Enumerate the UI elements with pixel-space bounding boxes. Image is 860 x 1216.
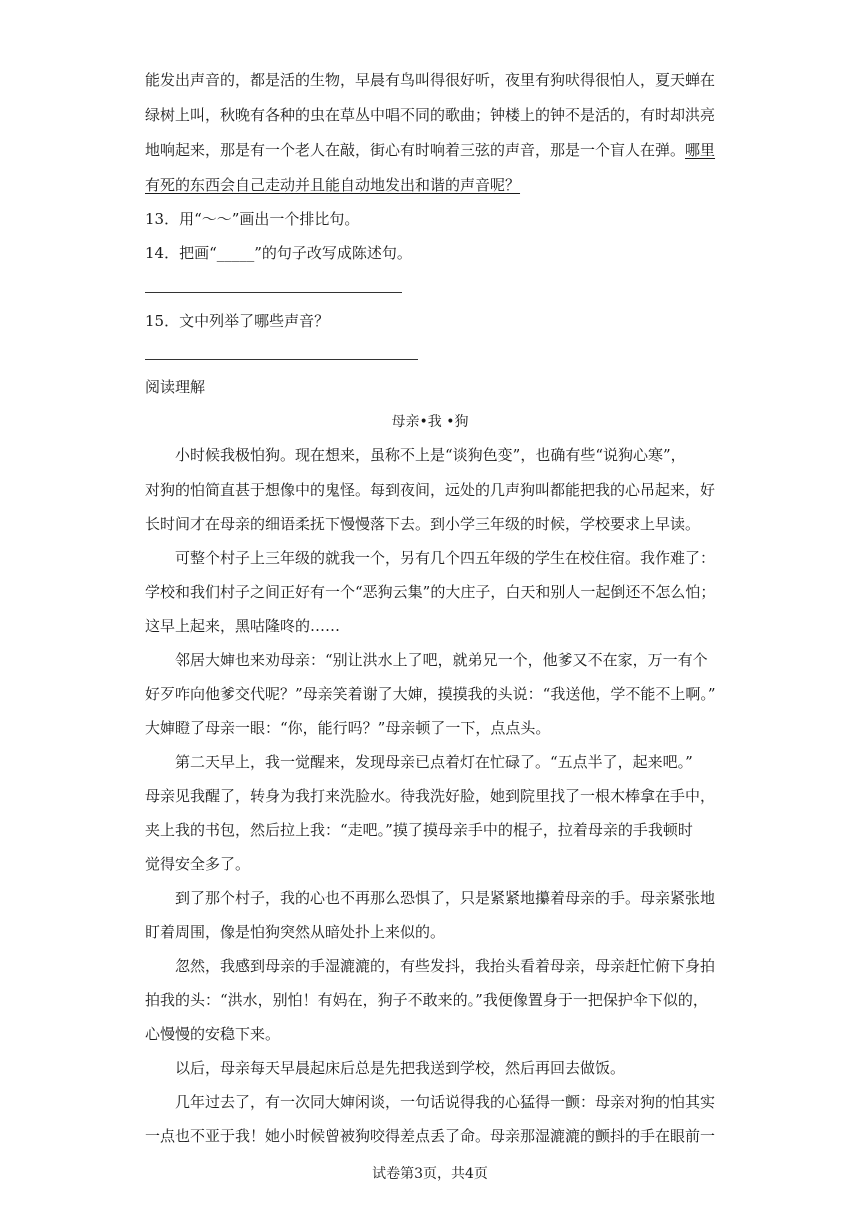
answer-line[interactable] bbox=[145, 292, 402, 293]
story-line: 小时候我极怕狗。现在想来，虽称不上是“谈狗色变”，也确有些“说狗心寒”， bbox=[175, 446, 686, 464]
question-14-prefix: 14．把画“ bbox=[145, 244, 217, 262]
passage-text: 地响起来，那是有一个老人在敲，街心有时响着三弦的声音，那是一个盲人在弹。 bbox=[145, 141, 686, 159]
section-label: 阅读理解 bbox=[145, 378, 206, 396]
story-line: 学校和我们村子之间正好有一个“恶狗云集”的大庄子，白天和别人一起倒还不怎么怕； bbox=[145, 583, 716, 601]
story-line: 母亲见我醒了，转身为我打来洗脸水。待我洗好脸，她到院里找了一根木棒拿在手中， bbox=[145, 787, 716, 805]
story-line: 拍我的头：“洪水，别怕！有妈在，狗子不敢来的。”我便像置身于一把保护伞下似的， bbox=[145, 991, 708, 1009]
story-line: 几年过去了，有一次同大婶闲谈，一句话说得我的心猛得一颤：母亲对狗的怕其实 bbox=[175, 1093, 716, 1111]
story-line: 好歹咋向他爹交代呢？”母亲笑着谢了大婶，摸摸我的头说：“我送他，学不能不上啊。” bbox=[145, 685, 716, 703]
underlined-sentence: 有死的东西会自己走动并且能自动地发出和谐的声音呢？ bbox=[145, 176, 521, 194]
passage-line: 绿树上叫，秋晚有各种的虫在草丛中唱不同的歌曲；钟楼上的钟不是活的，有时却洪亮 bbox=[145, 106, 716, 124]
passage-line bbox=[145, 140, 715, 160]
story-line: 忽然，我感到母亲的手湿漉漉的，有些发抖，我抬头看着母亲，母亲赶忙俯下身拍 bbox=[175, 957, 716, 975]
story-line: 觉得安全多了。 bbox=[145, 855, 251, 873]
question-14-blank: _____ bbox=[216, 244, 255, 262]
passage-line: 能发出声音的，都是活的生物，早晨有鸟叫得很好听，夜里有狗吠得很怕人，夏天蝉在 bbox=[145, 71, 716, 89]
question-14-suffix: ”的句子改写成陈述句。 bbox=[254, 244, 412, 262]
story-line: 夹上我的书包，然后拉上我：“走吧。”摸了摸母亲手中的棍子，拉着母亲的手我顿时 bbox=[145, 821, 693, 839]
story-line: 以后，母亲每天早晨起床后总是先把我送到学校，然后再回去做饭。 bbox=[175, 1059, 626, 1077]
question-14 bbox=[145, 243, 412, 263]
question-15: 15．文中列举了哪些声音？ bbox=[145, 312, 330, 330]
story-line: 大婶瞪了母亲一眼：“你，能行吗？”母亲顿了一下，点点头。 bbox=[145, 719, 551, 737]
story-line: 一点也不亚于我！她小时候曾被狗咬得差点丢了命。母亲那湿漉漉的颤抖的手在眼前一 bbox=[145, 1127, 716, 1145]
story-line: 可整个村子上三年级的就我一个，另有几个四五年级的学生在校住宿。我作难了： bbox=[175, 549, 716, 567]
story-line: 盯着周围，像是怕狗突然从暗处扑上来似的。 bbox=[145, 923, 446, 941]
story-line: 这早上起来，黑咕隆咚的…… bbox=[145, 617, 341, 635]
question-13: 13．用“～～”画出一个排比句。 bbox=[145, 210, 360, 228]
story-line: 邻居大婶也来劝母亲：“别让洪水上了吧，就弟兄一个，他爹又不在家，万一有个 bbox=[175, 651, 708, 669]
underlined-sentence: 哪里 bbox=[685, 141, 716, 159]
story-title: 母亲•我 •狗 bbox=[391, 414, 469, 430]
story-line: 第二天早上，我一觉醒来，发现母亲已点着灯在忙碌了。“五点半了，起来吧。” bbox=[175, 753, 693, 771]
story-line: 长时间才在母亲的细语柔抚下慢慢落下去。到小学三年级的时候，学校要求上早读。 bbox=[145, 515, 701, 533]
story-line: 到了那个村子，我的心也不再那么恐惧了，只是紧紧地攥着母亲的手。母亲紧张地 bbox=[175, 889, 716, 907]
story-line: 对狗的怕简直甚于想像中的鬼怪。每到夜间，远处的几声狗叫都能把我的心吊起来，好 bbox=[145, 481, 716, 499]
story-line: 心慢慢的安稳下来。 bbox=[145, 1025, 281, 1043]
page-footer: 试卷第3页，共4页 bbox=[372, 1166, 488, 1182]
answer-line[interactable] bbox=[145, 359, 418, 360]
